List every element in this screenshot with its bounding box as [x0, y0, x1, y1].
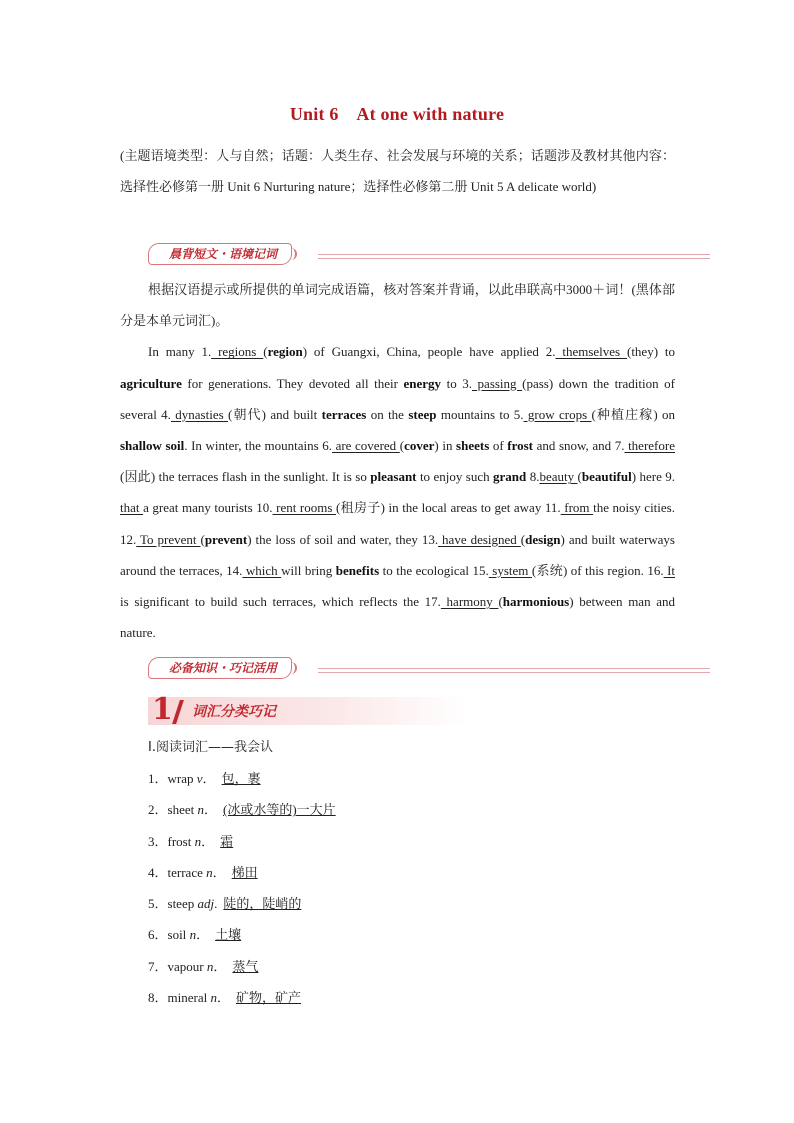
essential-knowledge-banner — [148, 657, 710, 679]
vocab-word: pleasant — [370, 469, 417, 485]
answer-blank: 包，裹 — [221, 771, 261, 786]
list-item: 4．terrace n． 梯田 — [148, 857, 342, 888]
list-item: 3．frost n． 霜 — [148, 826, 342, 857]
vocab-word: energy — [403, 375, 442, 391]
banner-rule — [318, 258, 710, 259]
vocab-word: frost — [507, 438, 534, 454]
instruction-text: 根据汉语提示或所提供的单词完成语篇，核对答案并背诵，以此串联高中3000＋词！(黑体部分是本单元词汇)。 — [120, 282, 675, 329]
answer-blank: (冰或水等的)一大片 — [223, 802, 336, 818]
vocab-list — [148, 763, 342, 1013]
topic-intro: (主题语境类型：人与自然；话题：人类生存、社会发展与环境的关系；话题涉及教材其他内容：选择性必修第一册 Unit 6 Nurturing nature；选择性必修第二册 Unit 5 A delicate world) — [120, 148, 675, 194]
answer-blank: passing — [472, 375, 523, 391]
answer-blank: 陡的，陡峭的 — [223, 896, 302, 912]
vocab-word: harmonious — [502, 594, 570, 610]
vocab-word: shallow soil — [120, 438, 185, 454]
answer-blank: rent rooms — [272, 500, 336, 516]
answer-blank: 梯田 — [231, 864, 258, 880]
list-item: 6．soil n． 土壤 — [148, 919, 342, 950]
answer-blank: have designed — [438, 531, 521, 547]
answer-blank: beauty — [539, 469, 578, 485]
list-item: 8．mineral n． 矿物，矿产 — [148, 982, 342, 1013]
vocab-word: grand — [493, 469, 527, 485]
answer-blank: are covered — [332, 438, 400, 454]
answer-blank: 霜 — [220, 833, 234, 849]
answer-blank: To prevent — [136, 531, 201, 547]
vocab-word: cover — [404, 438, 435, 454]
slash-decoration — [172, 700, 184, 724]
answer-blank: It — [663, 562, 676, 578]
banner-label: 必备知识・巧记活用 — [148, 657, 292, 679]
list-item: 1．wrap v． 包，裹 — [148, 763, 342, 794]
answer-blank: 矿物，矿产 — [236, 990, 302, 1006]
section-number: 1 — [152, 692, 173, 727]
vocab-subheading: Ⅰ.阅读词汇——我会认 — [148, 740, 273, 755]
vocab-word: beautiful — [581, 469, 632, 485]
answer-blank: themselves — [555, 344, 627, 360]
section-label: 词汇分类巧记 — [192, 704, 276, 720]
answer-blank: dynasties — [170, 406, 229, 422]
passage-text: In many 1. regions (region) of Guangxi, China, people have applied 2. themselves (they) to agriculture for generations. They devoted all their energy to 3. passing (pass) down the tradition of several 4. dynasties (朝代) and built terraces on the steep mountains to 5. grow crops (种植庄稼) on shallow soil. In winter, the mountains 6. are covered (cover) in sheets of frost and snow, and 7. therefore (因此) the terraces flash in the sunlight. It is so pleasant to enjoy such grand 8.beauty (beautiful) here 9. that a great many tourists 10. rent rooms (租房子) in the local areas to get away 11. from the noisy cities. 12. To prevent (prevent) the loss of soil and water, they 13. have designed (design) and built waterways around the terraces, 14. which will bring benefits to the ecological 15. system (系统) of this region. 16. It is significant to build such terraces, which reflects the 17. harmony (harmonious) between man and nature. — [120, 344, 676, 641]
answer-blank: system — [488, 562, 532, 578]
answer-blank: from — [560, 500, 594, 516]
section-header-vocab — [148, 692, 468, 727]
answer-blank: 蒸气 — [232, 958, 259, 974]
vocab-word: terraces — [321, 406, 367, 422]
vocab-word: steep — [408, 406, 437, 422]
list-item: 5．steep adj. 陡的，陡峭的 — [148, 888, 342, 919]
list-item: 2．sheet n． (冰或水等的)一大片 — [148, 794, 342, 825]
list-item: 7．vapour n． 蒸气 — [148, 951, 342, 982]
cloze-passage — [120, 274, 675, 648]
vocab-word: prevent — [204, 531, 248, 547]
vocab-word: agriculture — [120, 375, 182, 391]
answer-blank: 土壤 — [215, 927, 242, 943]
banner-rule — [318, 254, 710, 255]
vocab-word: benefits — [335, 562, 380, 578]
morning-reading-banner — [148, 243, 710, 265]
answer-blank: which — [242, 562, 282, 578]
answer-blank: grow crops — [523, 406, 592, 422]
answer-blank: that — [120, 500, 144, 516]
banner-label: 晨背短文・语境记词 — [148, 243, 292, 265]
answer-blank: therefore — [624, 438, 675, 454]
vocab-word: design — [525, 531, 561, 547]
vocab-word: region — [267, 344, 303, 360]
page-title: Unit 6 At one with nature — [289, 104, 505, 124]
banner-rule — [318, 672, 710, 673]
answer-blank: regions — [211, 344, 264, 360]
vocab-word: sheets — [456, 438, 490, 454]
banner-rule — [318, 668, 710, 669]
answer-blank: harmony — [440, 594, 499, 610]
